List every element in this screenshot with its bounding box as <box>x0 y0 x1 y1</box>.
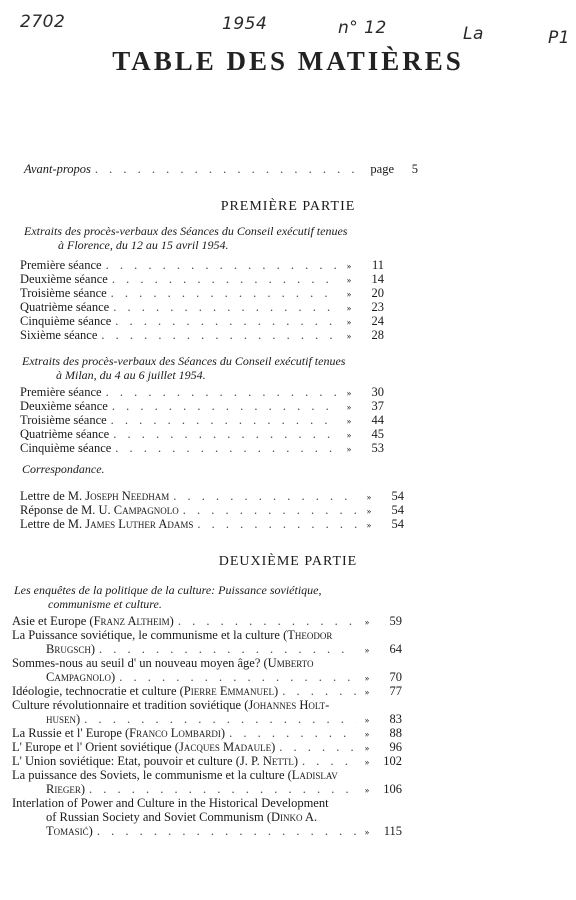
page-number: 53 <box>371 441 384 455</box>
leader-dots <box>84 712 356 726</box>
toc-entry-label <box>20 489 169 503</box>
page-number: 54 <box>391 503 404 517</box>
toc-entry-text: ) <box>169 614 174 628</box>
toc-entry-text: La puissance des Soviets, le communisme et la culture ( <box>12 768 292 782</box>
ditto-mark: » <box>346 261 352 271</box>
toc-entry-text: Première séance <box>20 385 102 399</box>
page-number: 59 <box>389 614 402 628</box>
toc-entry-label <box>20 427 109 441</box>
author-name: Franco Lombardi <box>129 726 221 740</box>
page-number: 37 <box>371 399 384 413</box>
toc-entry[interactable] <box>20 286 384 301</box>
toc-entry-label <box>20 385 102 399</box>
ditto-mark: » <box>364 827 370 837</box>
leader-dots <box>229 726 356 740</box>
page-number: 30 <box>371 385 384 399</box>
toc-entry-label <box>46 712 80 726</box>
handwritten-issue: n° 12 <box>338 18 387 38</box>
toc-entry[interactable] <box>20 503 404 518</box>
toc-entry-label <box>20 286 107 300</box>
toc-entry-label <box>12 684 278 698</box>
ditto-mark: » <box>364 645 370 655</box>
toc-entry-text: Deuxième séance <box>20 399 108 413</box>
toc-entry-label <box>46 642 95 656</box>
page-number: 24 <box>371 314 384 328</box>
leader-dots <box>106 385 338 399</box>
ditto-mark: » <box>364 617 370 627</box>
leader-dots <box>111 413 338 427</box>
leader-dots <box>99 642 356 656</box>
page-number: 45 <box>371 427 384 441</box>
page-number: 102 <box>383 754 402 768</box>
ditto-mark: » <box>346 444 352 454</box>
toc-entry-text: Sixième séance <box>20 328 98 342</box>
toc-entry-text: Réponse de M. U. <box>20 503 111 517</box>
author-name: Campagnolo <box>113 503 179 517</box>
leader-dots <box>183 503 358 517</box>
toc-entry-line <box>46 810 317 824</box>
page-number: 11 <box>371 258 384 272</box>
author-name: Brugsch <box>46 642 91 656</box>
ditto-mark: » <box>346 416 352 426</box>
page-number: 96 <box>389 740 402 754</box>
leader-dots <box>97 824 356 838</box>
page-number: 70 <box>389 670 402 684</box>
toc-entry-text: Quatrième séance <box>20 427 110 441</box>
section-heading-correspondance: Correspondance. <box>22 462 105 476</box>
ditto-mark: » <box>364 687 370 697</box>
author-name: Campagnolo <box>46 670 112 684</box>
author-name: Jacques Madaule <box>178 740 272 754</box>
toc-entry-line <box>12 656 314 670</box>
author-name: James Luther Adams <box>85 517 194 531</box>
toc-entry-label <box>20 413 107 427</box>
ditto-mark: » <box>346 275 352 285</box>
toc-entry-label: Avant-propos <box>24 162 91 176</box>
ditto-mark: » <box>364 729 370 739</box>
ditto-mark: » <box>364 785 370 795</box>
author-name: J. P. Nettl <box>239 754 294 768</box>
author-name: Tomasić <box>46 824 89 838</box>
page-number: 28 <box>371 328 384 342</box>
toc-entry-text: ) <box>111 670 116 684</box>
author-name: Umberto <box>267 656 314 670</box>
page-number: 64 <box>389 642 402 656</box>
part-2-heading: DEUXIÈME PARTIE <box>218 554 358 569</box>
toc-entry[interactable] <box>20 413 384 428</box>
toc-entry-text: La Puissance soviétique, le communisme et la culture ( <box>12 628 288 642</box>
page-number: 54 <box>391 489 404 503</box>
toc-entry[interactable] <box>12 726 402 741</box>
toc-entry-text: Troisième séance <box>20 413 107 427</box>
toc-entry[interactable] <box>20 427 384 442</box>
toc-entry-text: Asie et Europe ( <box>12 614 94 628</box>
ditto-mark: » <box>364 673 370 683</box>
leader-dots <box>112 399 338 413</box>
leader-dots <box>282 684 356 698</box>
toc-entry[interactable] <box>20 328 384 343</box>
toc-entry-text: ) <box>271 740 276 754</box>
page-number: 77 <box>389 684 402 698</box>
leader-dots <box>119 670 356 684</box>
toc-entry-label <box>12 726 225 740</box>
toc-entry-text: Deuxième séance <box>20 272 108 286</box>
leader-dots <box>101 328 338 342</box>
leader-dots <box>279 740 356 754</box>
leader-dots <box>112 272 338 286</box>
toc-avant-propos[interactable] <box>24 162 418 176</box>
toc-entry-label <box>20 314 111 328</box>
toc-entry-label <box>46 782 85 796</box>
toc-entry-text: Lettre de M. <box>20 489 83 503</box>
handwritten-year: 1954 <box>222 14 268 34</box>
toc-entry-line <box>12 768 338 782</box>
leader-dots <box>89 782 356 796</box>
toc-entry-text: Idéologie, technocratie et culture ( <box>12 684 184 698</box>
toc-entry-label <box>20 441 111 455</box>
ditto-mark: » <box>346 303 352 313</box>
toc-entry[interactable] <box>12 614 402 629</box>
toc-entry-label <box>46 670 115 684</box>
handwritten-mark-2: P1 <box>548 28 571 48</box>
author-name: husen <box>46 712 77 726</box>
toc-entry-label <box>20 399 108 413</box>
toc-entry-text: Première séance <box>20 258 102 272</box>
page-number: 88 <box>389 726 402 740</box>
toc-entry-text: ) <box>88 824 93 838</box>
author-name: Johannes Holt- <box>248 698 330 712</box>
toc-entry[interactable] <box>20 441 384 456</box>
toc-entry-text: ) <box>293 754 299 768</box>
toc-entry-line <box>12 628 332 642</box>
author-name: Franz Altheim <box>93 614 170 628</box>
toc-entry-label <box>20 258 102 272</box>
toc-entry[interactable] <box>20 385 384 400</box>
toc-entry-text: ) <box>76 712 81 726</box>
part-1-heading: PREMIÈRE PARTIE <box>220 199 356 214</box>
toc-entry-text: L' Europe et l' Orient soviétique ( <box>12 740 179 754</box>
toc-entry[interactable] <box>20 314 384 329</box>
ditto-mark: » <box>366 506 372 516</box>
ditto-mark: » <box>364 757 370 767</box>
toc-entry-text: Lettre de M. <box>20 517 83 531</box>
leader-dots <box>197 517 358 531</box>
toc-entry[interactable] <box>46 670 402 685</box>
toc-entry[interactable] <box>46 824 402 839</box>
leader-dots <box>95 162 366 176</box>
toc-entry[interactable] <box>12 684 402 699</box>
toc-entry-text: Culture révolutionnaire et tradition soviétique ( <box>12 698 249 712</box>
leader-dots <box>173 489 358 503</box>
toc-entry-text: ) <box>220 726 226 740</box>
author-name: Rieger <box>46 782 81 796</box>
page-number: 106 <box>383 782 402 796</box>
toc-entry-text: Cinquième séance <box>20 314 112 328</box>
toc-entry[interactable] <box>46 712 402 727</box>
toc-entry-text: La Russie et l' Europe ( <box>12 726 130 740</box>
toc-entry[interactable] <box>20 300 384 315</box>
leader-dots <box>113 427 338 441</box>
toc-entry-text: ) <box>274 684 279 698</box>
author-name: Dinko A. <box>271 810 318 824</box>
toc-entry-label <box>12 740 275 754</box>
toc-entry-label <box>20 300 109 314</box>
toc-entry[interactable] <box>12 740 402 755</box>
toc-entry-text: of Russian Society and Soviet Communism ( <box>46 810 271 824</box>
toc-entry-label <box>12 754 298 768</box>
section-intro-florence: Extraits des procès-verbaux des Séances du Conseil exécutif tenues à Florence, du 12 au 15 avril 1954. <box>24 224 348 252</box>
toc-entry[interactable] <box>20 517 404 532</box>
leader-dots <box>302 754 356 768</box>
toc-entry-text: Sommes-nous au seuil d' un nouveau moyen âge? ( <box>12 656 268 670</box>
leader-dots <box>115 314 338 328</box>
page-title: TABLE DES MATIÈRES <box>112 46 464 76</box>
toc-entry[interactable] <box>20 272 384 287</box>
author-name: Pierre Emmanuel <box>183 684 275 698</box>
toc-entry[interactable] <box>20 258 384 273</box>
section-intro-milan: Extraits des procès-verbaux des Séances du Conseil exécutif tenues à Milan, du 4 au 6 juillet 1954. <box>22 354 346 382</box>
ditto-mark: » <box>346 430 352 440</box>
toc-entry-line <box>12 698 329 712</box>
toc-entry-line <box>12 796 329 810</box>
page-number: 20 <box>371 286 384 300</box>
author-name: Ladislav <box>291 768 338 782</box>
toc-entry[interactable] <box>46 782 402 797</box>
leader-dots <box>111 286 338 300</box>
toc-entry[interactable] <box>20 399 384 414</box>
ditto-mark: » <box>366 520 372 530</box>
ditto-mark: » <box>366 492 372 502</box>
toc-entry-text: Troisième séance <box>20 286 107 300</box>
handwritten-mark-1: La <box>463 24 484 44</box>
page-number: 83 <box>389 712 402 726</box>
toc-entry-text: Quatrième séance <box>20 300 110 314</box>
toc-entry-text: ) <box>90 642 96 656</box>
toc-entry[interactable] <box>20 489 404 504</box>
page-prefix: page <box>370 162 394 176</box>
toc-entry-label <box>20 328 97 342</box>
author-name: Joseph Needham <box>85 489 170 503</box>
leader-dots <box>178 614 356 628</box>
author-name: Theodor <box>287 628 333 642</box>
toc-entry-label <box>46 824 93 838</box>
toc-entry-label <box>12 614 174 628</box>
toc-entry-label <box>20 503 179 517</box>
toc-entry-text: Interlation of Power and Culture in the Historical Development <box>12 796 329 810</box>
toc-entry-label <box>20 272 108 286</box>
toc-entry[interactable] <box>12 754 402 769</box>
toc-entry-text: Cinquième séance <box>20 441 112 455</box>
ditto-mark: » <box>346 388 352 398</box>
leader-dots <box>113 300 338 314</box>
section-intro-enquetes: Les enquêtes de la politique de la culture: Puissance soviétique, communisme et culture. <box>14 583 322 611</box>
ditto-mark: » <box>346 317 352 327</box>
leader-dots <box>106 258 338 272</box>
ditto-mark: » <box>346 331 352 341</box>
leader-dots <box>115 441 338 455</box>
page-number: 44 <box>371 413 384 427</box>
page-number: 5 <box>411 162 418 176</box>
page-number: 115 <box>383 824 402 838</box>
ditto-mark: » <box>364 743 370 753</box>
toc-entry[interactable] <box>46 642 402 657</box>
ditto-mark: » <box>364 715 370 725</box>
handwritten-reference: 2702 <box>20 12 66 32</box>
toc-entry-label <box>20 517 193 531</box>
toc-entry-text: L' Union soviétique: Etat, pouvoir et culture ( <box>12 754 240 768</box>
toc-entry-text: ) <box>80 782 86 796</box>
ditto-mark: » <box>346 402 352 412</box>
page-number: 14 <box>371 272 384 286</box>
ditto-mark: » <box>346 289 352 299</box>
page-number: 23 <box>371 300 384 314</box>
page-number: 54 <box>391 517 404 531</box>
